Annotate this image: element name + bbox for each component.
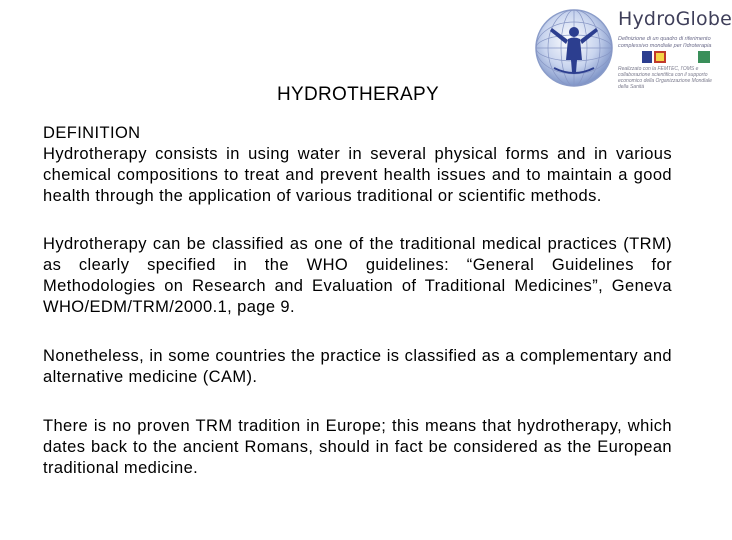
partner-badges-icon [642,50,712,64]
logo-title: HydroGlobe [618,8,732,30]
page-title-text: HYDROTHERAPY [277,84,439,105]
document-body [43,123,672,479]
cam-paragraph: Nonetheless, in some countries the practice is classified as a complementary and alternative medicine (CAM). [43,347,672,386]
section-heading: DEFINITION [43,124,141,142]
page-title [0,84,720,106]
classification-paragraph: Hydrotherapy can be classified as one of the traditional medical practices (TRM) as clearly specified in the WHO guidelines: “General Guidelines for Methodologies on Research and Evaluation of Traditional Medicines”, Geneva WHO/EDM/TRM/2000.1, page 9. [43,235,672,316]
globe-icon [532,6,616,90]
logo-credit: Realizzato con la FEMTEC, l'OMS e collaborazione scientifica con il supporto economico della Organizzazione Mondiale della Sanità [618,66,712,90]
definition-paragraph: Hydrotherapy consists in using water in several physical forms and in various chemical compositions to treat and prevent health issues and to maintain a good health through the application of various traditional or scientific methods. [43,145,672,205]
europe-paragraph: There is no proven TRM tradition in Europe; this means that hydrotherapy, which dates back to the ancient Romans, should in fact be considered as the European traditional medicine. [43,417,672,477]
logo-tagline: Definizione di un quadro di riferimento complessivo mondiale per l'idroterapia [618,36,712,49]
